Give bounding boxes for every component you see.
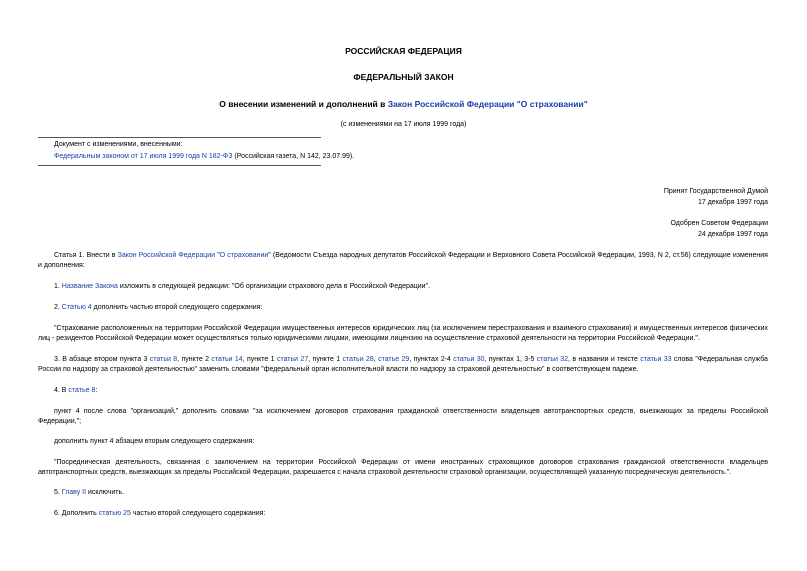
article-8-link-2[interactable]: статье 8 xyxy=(68,387,96,394)
changes-box-bottom-rule xyxy=(38,165,321,166)
council-approval: Одобрен Советом Федерации xyxy=(670,220,768,227)
article-8-link[interactable]: статьи 8 xyxy=(149,356,178,363)
article-1: Статья 1. Внести в Закон Российской Федерации "О страховании" (Ведомости Съезда народных депутатов Российской Федерации и Верховного Совета Российской Федерации, 1993, N 2, ст.56) следующие изменения и дополнения: xyxy=(38,252,768,269)
council-date: 24 декабря 1997 года xyxy=(697,231,768,238)
item-5: 5. Главу II исключить. xyxy=(54,489,125,496)
item-1: 1. Название Закона изложить в следующей редакции: "Об организации страхового дела в Российской Федерации". xyxy=(54,283,431,290)
article-4-link[interactable]: Статью 4 xyxy=(61,304,92,311)
item-4-b: дополнить пункт 4 абзацем вторым следующего содержания: xyxy=(54,438,255,445)
item-4-a: пункт 4 после слова "организаций," дополнить словами "за исключением договоров страхования гражданской ответственности владельцев автотранспортных средств, выезжающих за пределы Российской Федерации,"; xyxy=(38,408,768,425)
chapter-2-link[interactable]: Главу II xyxy=(61,489,87,496)
changes-box xyxy=(54,140,454,162)
item-4: 4. В статье 8: xyxy=(54,387,98,394)
article-32-link[interactable]: статьи 32 xyxy=(536,356,569,363)
o-strakhovanii-link[interactable]: О страховании xyxy=(219,252,269,259)
law-rf-link[interactable]: Закон Российской Федерации xyxy=(117,252,216,259)
article-14-link[interactable]: статьи 14 xyxy=(211,356,243,363)
country-heading: РОССИЙСКАЯ ФЕДЕРАЦИЯ xyxy=(345,46,462,56)
changes-box-label: Документ с изменениями, внесенными: xyxy=(54,141,183,148)
article-33-link[interactable]: статьи 33 xyxy=(640,356,672,363)
title-prefix: О внесении изменений и дополнений в xyxy=(219,99,388,109)
item-6: 6. Дополнить статью 25 частью второй следующего содержания: xyxy=(54,510,266,517)
item-2-text: "Страхование расположенных на территории Российской Федерации имущественных интересов юридических лиц (за исключением перестрахования и взаимного страхования) и имущественных интересов физических лиц - резидентов Российской Федерации может осуществляться только юридическими лицами, имеющими лицензию на осуществление страховой деятельности на территории Российской Федерации.". xyxy=(38,325,768,342)
item-4-c: "Посредническая деятельность, связанная с заключением на территории Российской Федерации от имени иностранных страховщиков договоров страхования гражданской ответственности владельцев автотранспортных средств, выезжающих за пределы Российской Федерации, разрешается с начала страховой деятельности страховой организации, осуществляющей указанную посредническую деятельность.". xyxy=(38,459,768,476)
amendment-note: (с изменениями на 17 июля 1999 года) xyxy=(340,121,467,128)
item-2: 2. Статью 4 дополнить частью второй следующего содержания: xyxy=(54,304,263,311)
federal-law-link[interactable]: Федеральным законом от 17 июля 1999 года N 182-ФЗ xyxy=(54,153,233,160)
document-title xyxy=(0,99,807,109)
article-28-link[interactable]: статьи 28 xyxy=(342,356,374,363)
duma-date: 17 декабря 1997 года xyxy=(697,199,768,206)
article-27-link[interactable]: статьи 27 xyxy=(276,356,309,363)
article-29-link[interactable]: статье 29 xyxy=(378,356,410,363)
duma-adoption: Принят Государственной Думой xyxy=(663,188,768,195)
item-3: 3. В абзаце втором пункта 3 статьи 8, пункте 2 статьи 14, пункте 1 статьи 27, пункте 1 статьи 28, статье 29, пунктах 2-4 статьи 30, пунктах 1, 3-5 статьи 32, в названии и тексте статьи 33 слова "Федеральная служба России по надзору за страховой деятельностью" заменить словами "федеральный орган исполнительной власти по надзору за страховой деятельностью" в соответствующем падеже. xyxy=(38,356,768,373)
law-type-heading: ФЕДЕРАЛЬНЫЙ ЗАКОН xyxy=(353,72,454,82)
changes-box-ref xyxy=(54,152,454,162)
changes-box-top-rule xyxy=(38,137,321,138)
law-link[interactable]: Закон Российской Федерации "О страховании" xyxy=(387,99,588,109)
article-25-link[interactable]: статью 25 xyxy=(98,510,131,517)
changes-box-source: (Российская газета, N 142, 23.07.99). xyxy=(232,153,355,160)
article-30-link[interactable]: статьи 30 xyxy=(453,356,485,363)
law-name-link[interactable]: Название Закона xyxy=(61,283,118,290)
